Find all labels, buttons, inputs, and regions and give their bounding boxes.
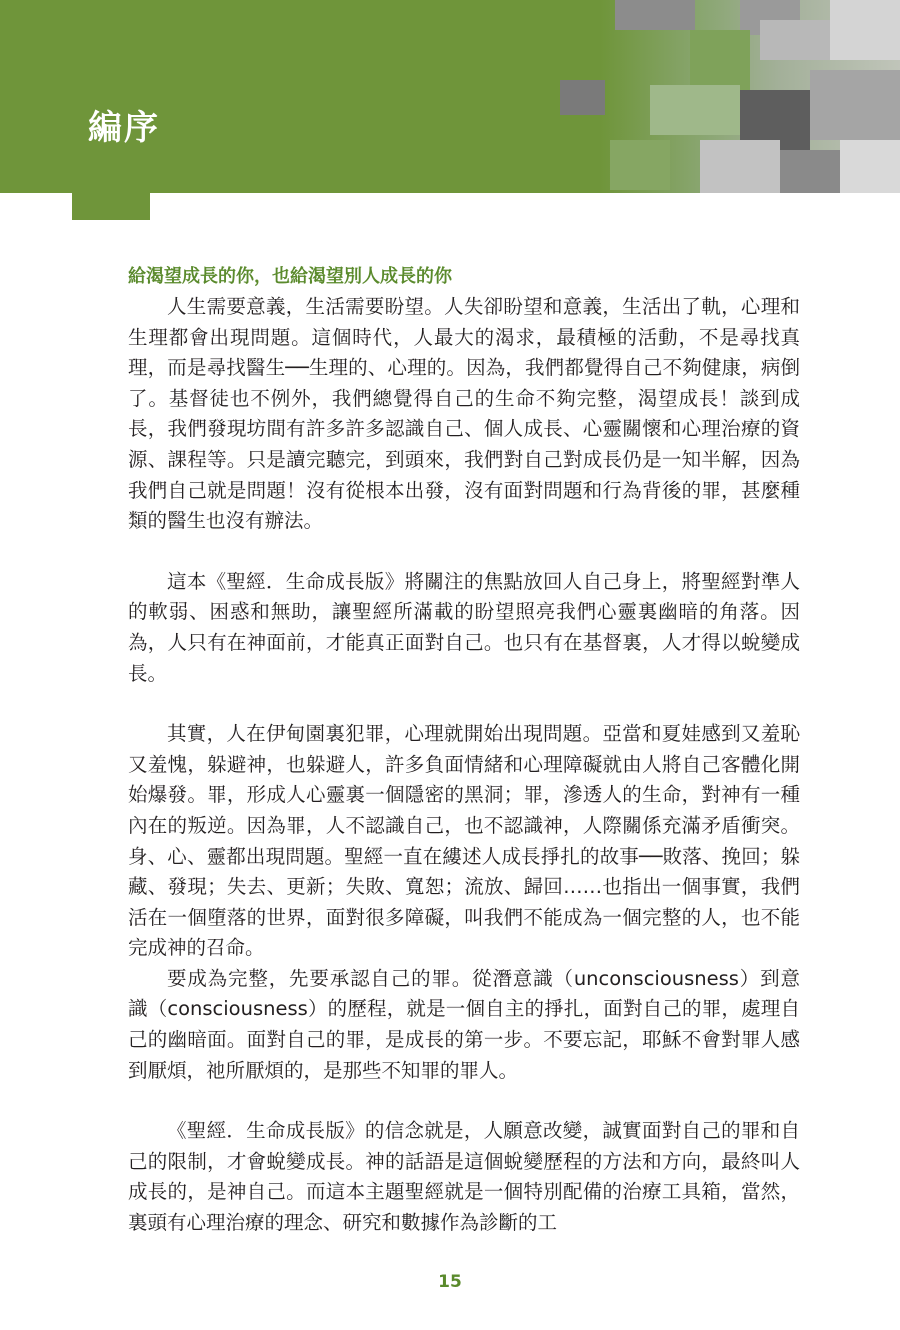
page-number: 15 <box>438 1272 462 1292</box>
header-band <box>0 0 900 193</box>
header-tab <box>72 190 150 220</box>
paragraph-1: 人生需要意義，生活需要盼望。人失卻盼望和意義，生活出了軌，心理和生理都會出現問題。這個時代，人最大的渴求，最積極的活動，不是尋找真理，而是尋找醫生──生理的、心理的。因為，我們都覺得自己不夠健康，病倒了。基督徒也不例外，我們總覺得自己的生命不夠完整，渴望成長！談到成長，我們發現坊間有許多許多認識自己、個人成長、心靈關懷和心理治療的資源、課程等。只是讀完聽完，到頭來，我們對自己對成長仍是一知半解，因為我們自己就是問題！沒有從根本出發，沒有面對問題和行為背後的罪，甚麼種類的醫生也沒有辦法。 <box>128 295 800 533</box>
paragraph-2: 這本《聖經．生命成長版》將關注的焦點放回人自己身上，將聖經對準人的軟弱、困惑和無助，讓聖經所滿載的盼望照亮我們心靈裏幽暗的角落。因為，人只有在神面前，才能真正面對自己。也只有在基督裏，人才得以蛻變成長。 <box>128 569 800 685</box>
article-subtitle: 給渴望成長的你，也給渴望別人成長的你 <box>128 266 452 287</box>
page-title: 編序 <box>88 108 160 148</box>
paragraph-3: 其實，人在伊甸園裏犯罪，心理就開始出現問題。亞當和夏娃感到又羞恥又羞愧，躲避神，也躲避人，許多負面情緒和心理障礙就由人將自己客體化開始爆發。罪，形成人心靈裏一個隱密的黑洞；罪，滲透人的生命，對神有一種內在的叛逆。因為罪，人不認識自己，也不認識神，人際關係充滿矛盾衝突。身、心、靈都出現問題。聖經一直在縷述人成長掙扎的故事──敗落、挽回；躲藏、發現；失去、更新；失敗、寬恕；流放、歸回……也指出一個事實，我們活在一個墮落的世界，面對很多障礙，叫我們不能成為一個完整的人，也不能完成神的召命。 <box>128 722 800 960</box>
article-body <box>128 262 800 1239</box>
decorative-mosaic <box>440 0 900 193</box>
paragraph-4: 要成為完整，先要承認自己的罪。從潛意識（unconsciousness）到意識（consciousness）的歷程，就是一個自主的掙扎，面對自己的罪，處理自己的幽暗面。面對自己的罪，是成長的第一步。不要忘記，耶穌不會對罪人感到厭煩，祂所厭煩的，是那些不知罪的罪人。 <box>128 966 800 1082</box>
paragraph-5: 《聖經．生命成長版》的信念就是，人願意改變，誠實面對自己的罪和自己的限制，才會蛻變成長。神的話語是這個蛻變歷程的方法和方向，最終叫人成長的，是神自己。而這本主題聖經就是一個特別配備的治療工具箱，當然，裏頭有心理治療的理念、研究和數據作為診斷的工 <box>128 1119 800 1235</box>
